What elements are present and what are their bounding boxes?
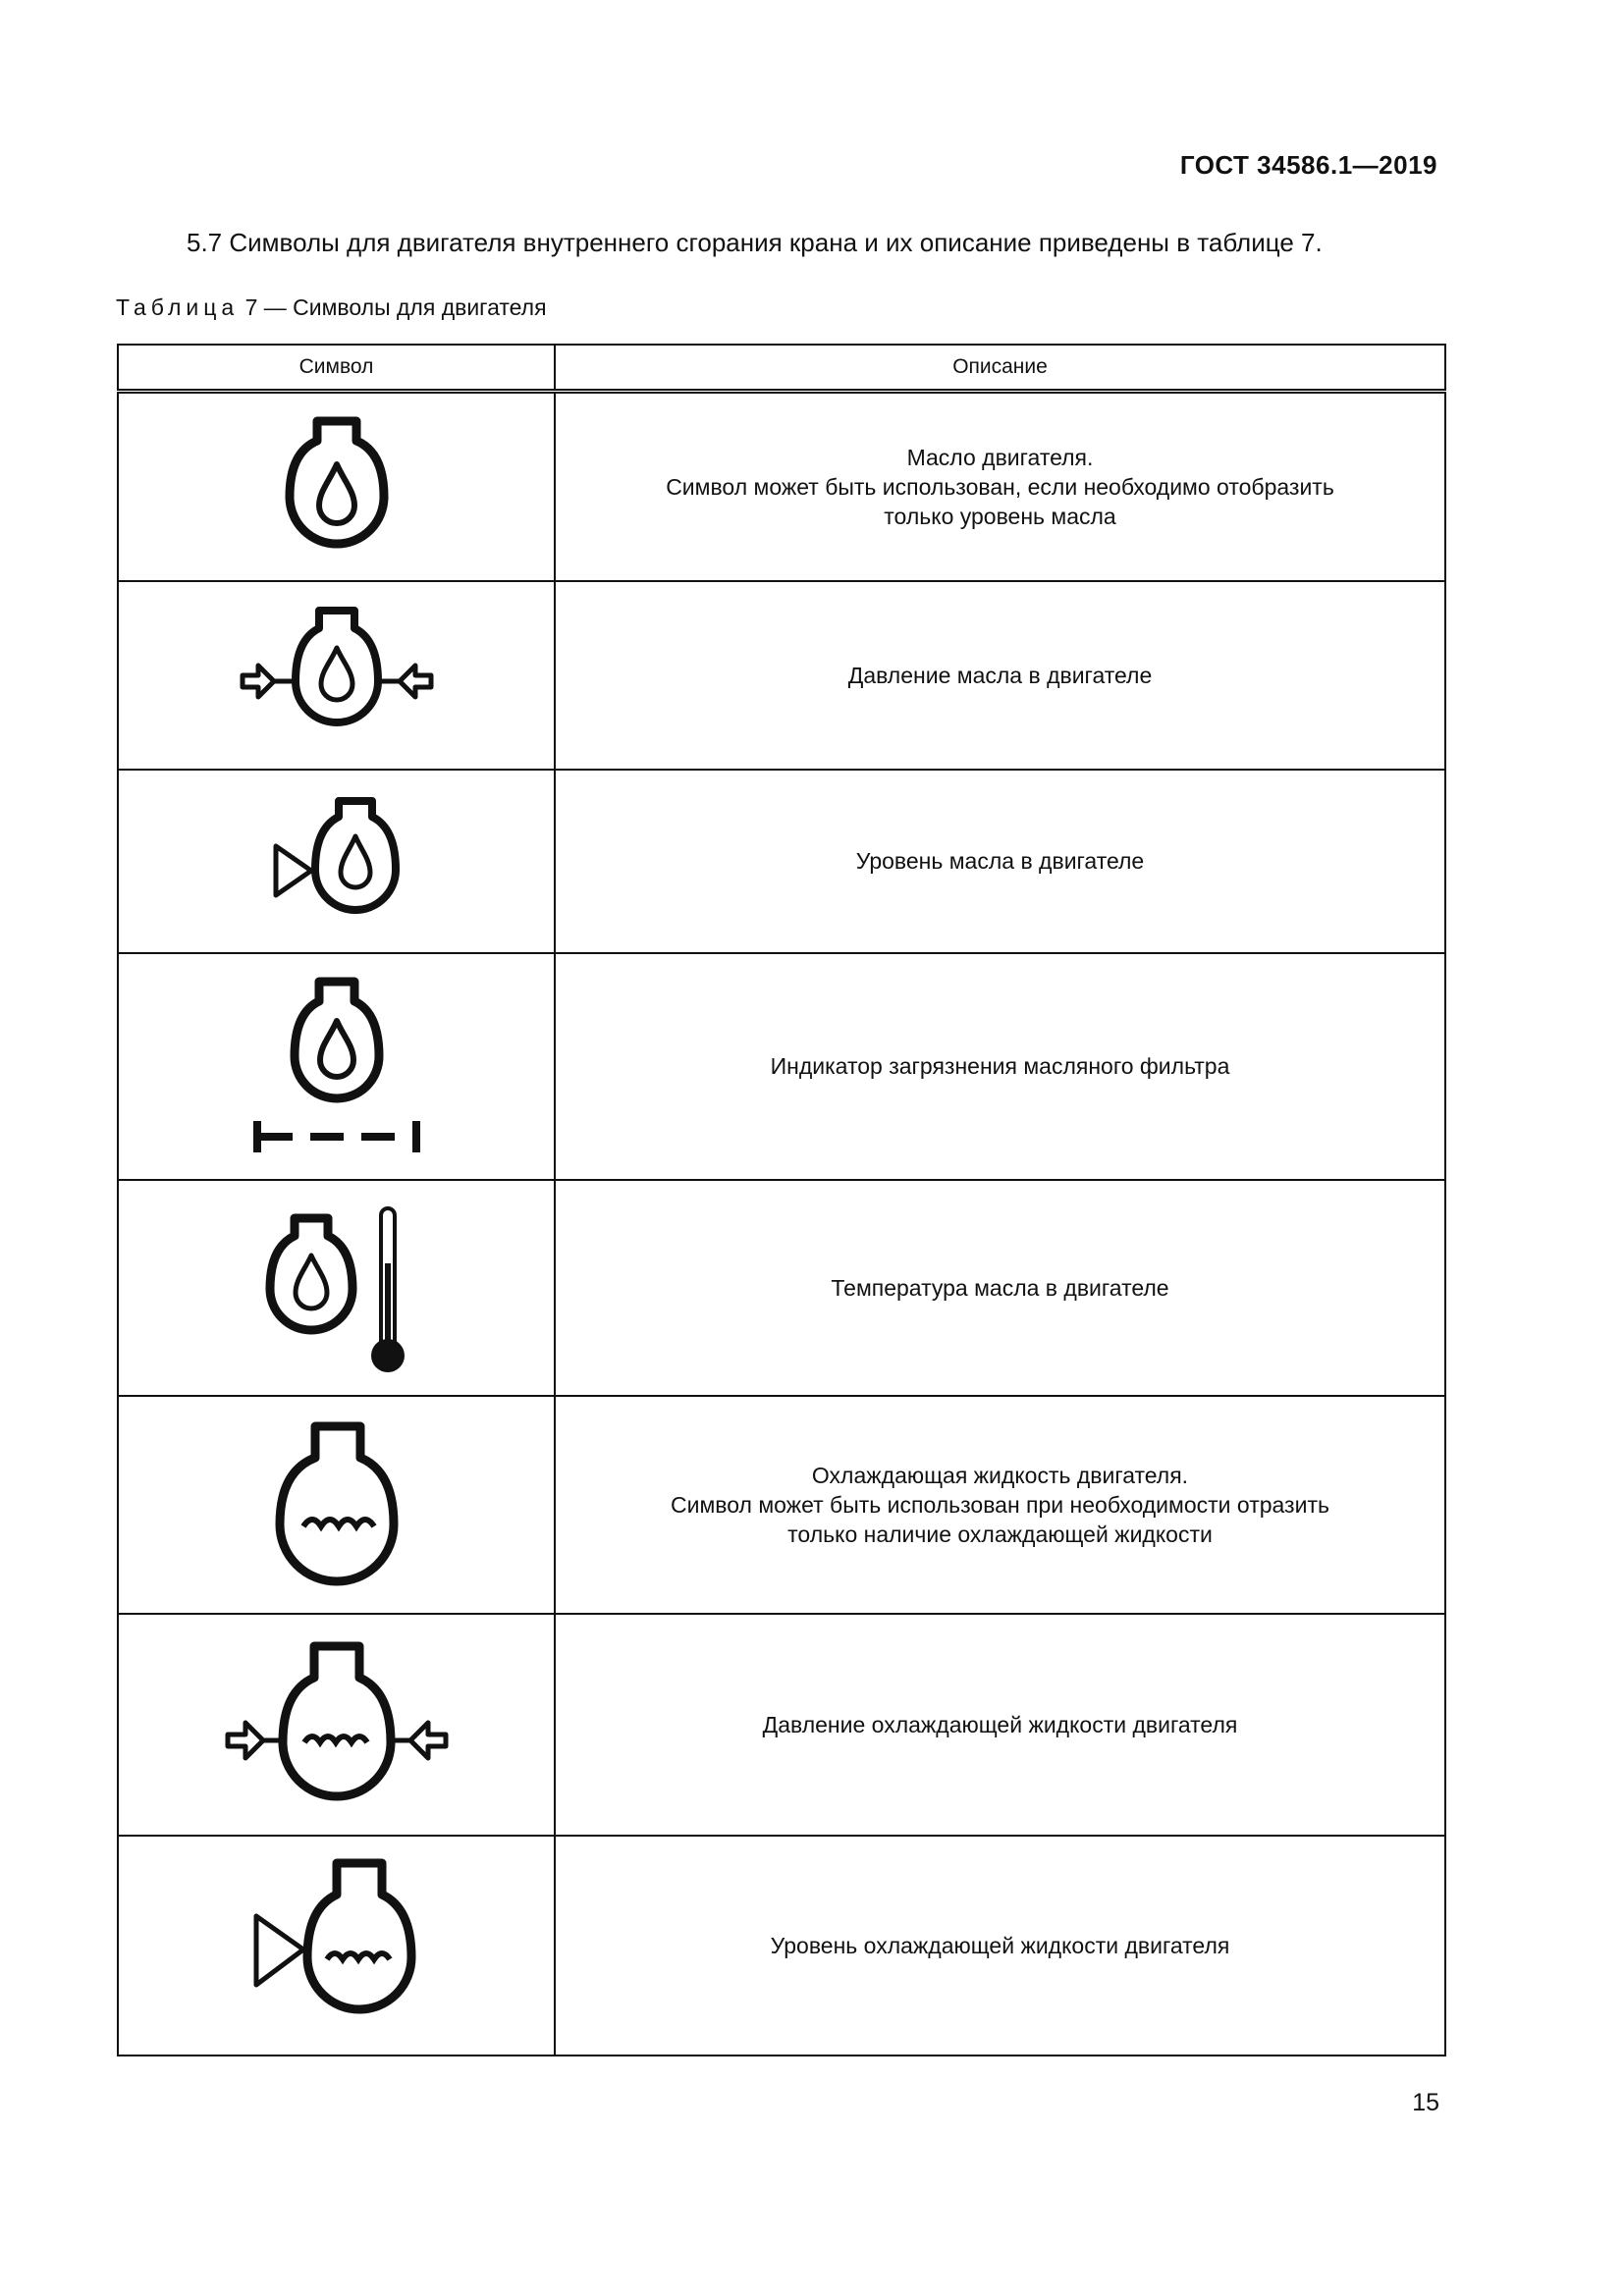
description-cell	[555, 1396, 1445, 1614]
description-cell	[555, 1180, 1445, 1396]
symbol-cell	[118, 770, 555, 953]
table-row	[118, 392, 1445, 581]
description-line: только уровень масла	[884, 503, 1116, 529]
engine-coolant-level-icon	[219, 1847, 455, 2044]
symbols-table	[117, 344, 1446, 2056]
description-line: Уровень охлаждающей жидкости двигателя	[770, 1932, 1230, 1958]
description-cell	[555, 1836, 1445, 2056]
description-cell	[555, 770, 1445, 953]
description-line: Масло двигателя.	[906, 444, 1094, 470]
engine-oil-level-icon	[239, 787, 435, 934]
document-code: ГОСТ 34586.1—2019	[1179, 150, 1437, 180]
engine-coolant-pressure-icon	[214, 1627, 460, 1823]
description-line: Давление масла в двигателе	[847, 662, 1153, 688]
description-line: Температура масла в двигателе	[831, 1274, 1169, 1301]
description-cell	[555, 1614, 1445, 1836]
description-cell	[555, 392, 1445, 581]
table-row	[118, 1396, 1445, 1614]
description-line: Индикатор загрязнения масляного фильтра	[770, 1053, 1230, 1079]
engine-oil-temperature-icon	[229, 1195, 445, 1381]
table-caption-text: 7 — Символы для двигателя	[239, 294, 547, 320]
table-header-row	[118, 345, 1445, 392]
description-cell	[555, 581, 1445, 770]
description-line: Символ может быть использован при необходимости отразить	[671, 1491, 1329, 1518]
table-row	[118, 770, 1445, 953]
intro-paragraph: 5.7 Символы для двигателя внутреннего сгорания крана и их описание приведены в таблице 7.	[187, 228, 1323, 257]
table-caption	[116, 294, 547, 321]
description-cell	[555, 953, 1445, 1180]
description-line: Давление охлаждающей жидкости двигателя	[762, 1711, 1238, 1737]
page-number: 15	[1412, 2089, 1439, 2116]
symbol-cell	[118, 1836, 555, 2056]
description-line: Охлаждающая жидкость двигателя.	[811, 1462, 1189, 1488]
table-row	[118, 953, 1445, 1180]
engine-oil-pressure-icon	[229, 597, 445, 754]
table-row	[118, 1180, 1445, 1396]
table-caption-prefix: Таблица	[116, 294, 240, 320]
column-header-symbol: Символ	[118, 345, 555, 392]
description-line: Уровень масла в двигателе	[855, 848, 1145, 874]
table-row	[118, 1836, 1445, 2056]
symbol-cell	[118, 581, 555, 770]
oil-filter-indicator-icon	[234, 968, 440, 1164]
column-header-description: Описание	[555, 345, 1445, 392]
symbol-cell	[118, 1180, 555, 1396]
description-line: Символ может быть использован, если необходимо отобразить	[666, 473, 1334, 500]
table-row	[118, 1614, 1445, 1836]
symbol-cell	[118, 1614, 555, 1836]
engine-coolant-icon	[239, 1407, 435, 1603]
symbol-cell	[118, 1396, 555, 1614]
engine-oil-icon	[239, 403, 435, 570]
table-row	[118, 581, 1445, 770]
description-line: только наличие охлаждающей жидкости	[787, 1521, 1213, 1547]
symbol-cell	[118, 953, 555, 1180]
symbol-cell	[118, 392, 555, 581]
